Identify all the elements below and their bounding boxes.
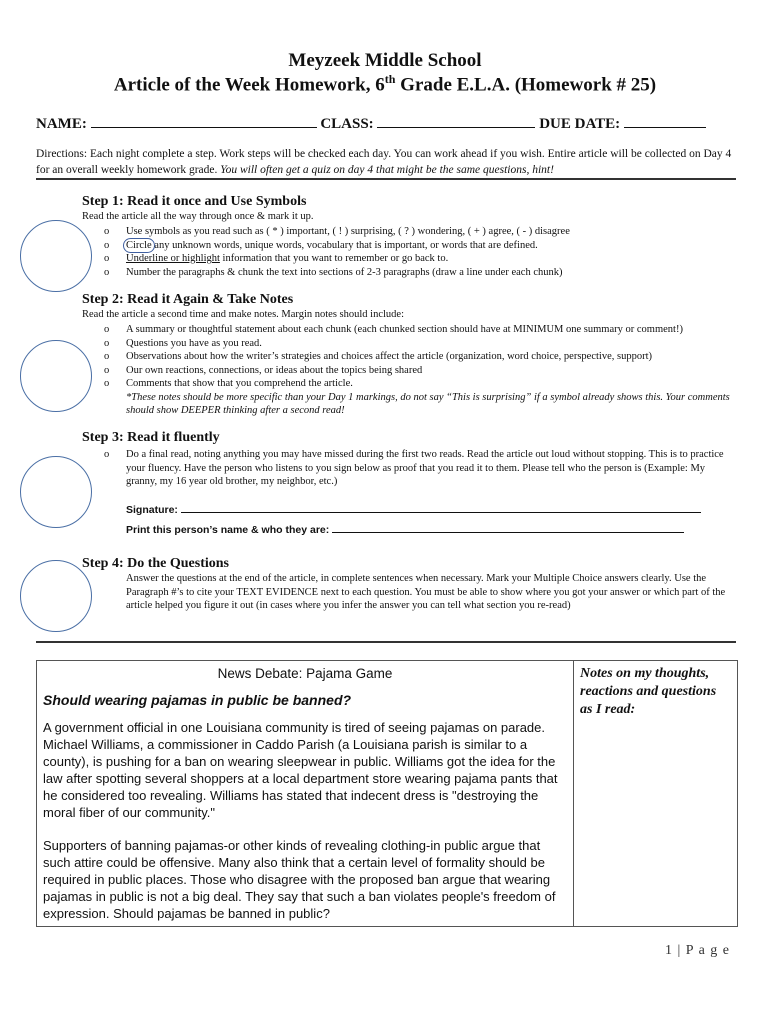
step3-list [104,448,734,489]
list-item: o Number the paragraphs & chunk the text into sections of 2-3 paragraphs (draw a line under each chunk) [104,266,563,278]
directions-text: Directions: Each night complete a step. Work steps will be checked each day. You can work ahead if you wish. Entire article will be collected on Day 4 for an overall weekly homework grade. [36,148,732,176]
list-item: o Do a final read, noting anything you may have missed during the first two reads. Read the article out loud without stopping. This is to practice your fluency. Have the person who listens to you sign below as proof that you read it to them. Please tell who the person is (Example: My granny, my 16 year old brother, my neighbor, etc.) [104,449,724,487]
class-label: CLASS: [320,116,374,132]
list-item: o Observations about how the writer’s strategies and choices affect the article (organization, word choice, perspective, support) [104,351,652,362]
step3-check-circle[interactable] [20,456,92,528]
step1-heading: Step 1: Read it once and Use Symbols [82,194,307,209]
name-label: NAME: [36,116,87,132]
list-item: o Questions you have as you read. [104,337,262,349]
list-item: o Circle any unknown words, unique words, vocabulary that is important, or words that are defined. [104,239,570,253]
directions-hint: You will often get a quiz on day 4 that might be the same questions, hint! [220,164,554,176]
list-item: o Underline or highlight information that you want to remember or go back to. [104,253,449,264]
step2-note: *These notes should be more specific than your Day 1 markings, do not say “This is surprising” if a symbol already shows this. Your comments should show DEEPER thinking after a second read! [126,391,730,416]
school-name: Meyzeek Middle School [288,50,482,71]
divider [36,178,736,180]
step4-heading: Step 4: Do the Questions [82,556,230,571]
signature-row [126,502,701,516]
signature-label: Signature: [126,504,178,516]
underlined-phrase: Underline or highlight [126,253,220,264]
print-name-row [126,522,684,536]
due-date-label: DUE DATE: [539,116,621,132]
step2-heading: Step 2: Read it Again & Take Notes [82,292,294,307]
page-title [0,72,770,96]
article-column [37,661,574,927]
notes-column[interactable] [574,661,738,927]
title-pre: Article of the Week Homework, 6 [113,74,385,96]
due-date-blank[interactable] [624,113,706,128]
step4-text: Answer the questions at the end of the article, in complete sentences when necessary. Mark your Multiple Choice answers clearly. Use the Paragraph #’s to cite your TEXT EVIDENCE next to each question. You must be able to show where you got your answer or which part of the article helped you figure it out (in cases where you infer the answer you can tell what section you re-read) [126,573,726,611]
circled-word: Circle [123,238,155,254]
step2-check-circle[interactable] [20,340,92,412]
notes-heading: Notes on my thoughts, reactions and questions as I read: [580,666,717,717]
list-item: o A summary or thoughtful statement about each chunk (each chunked section should have at MINIMUM one summary or comment!) [104,324,683,335]
title-post: Grade E.L.A. (Homework # 25) [395,74,657,96]
directions [36,146,736,178]
step3-heading: Step 3: Read it fluently [82,430,220,445]
step2-intro: Read the article a second time and make notes. Margin notes should include: [82,309,405,320]
class-blank[interactable] [377,113,535,128]
divider [36,641,736,643]
print-name-label: Print this person’s name & who they are: [126,524,330,536]
title-sup: th [384,72,396,86]
article-question: Should wearing pajamas in public be banned? [43,692,352,708]
page-number: 1 | P a g e [665,943,730,958]
name-blank[interactable] [91,113,317,128]
list-item: o Comments that show that you comprehend the article. [104,378,353,389]
step1-check-circle[interactable] [20,220,92,292]
article-title: News Debate: Pajama Game [217,666,393,681]
student-fields-row [36,113,736,133]
step1-intro: Read the article all the way through once & mark it up. [82,211,314,222]
article-paragraph: Supporters of banning pajamas-or other kinds of revealing clothing-in public argue that such attire could be offensive. Many also think that a certain level of formality should be required in public places. Those who disagree with the proposed ban argue that wearing pajamas in public is not a big deal. They say that such a ban violates people's freedom of expression. Should pajamas be banned in public? [43,838,556,921]
article-paragraph: A government official in one Louisiana community is tired of seeing pajamas on parade. Michael Williams, a commissioner in Caddo Parish (a Louisiana parish is similar to a county), is pushing for a ban on wearing sleepwear in public. Williams got the idea for the law after spotting several shoppers at a local department store wearing pajama pants that he considered too revealing. Williams has stated that indecent dress is "destroying the moral fiber of our community." [43,720,558,820]
article-table [36,660,738,927]
step2-list [104,323,734,418]
print-name-blank[interactable] [332,522,684,533]
step1-list [104,225,570,279]
signature-blank[interactable] [181,502,701,513]
list-item: o Our own reactions, connections, or ideas about the topics being shared [104,364,423,376]
list-item: o Use symbols as you read such as ( * ) important, ( ! ) surprising, ( ? ) wondering, ( + ) agree, ( - ) disagree [104,226,570,237]
